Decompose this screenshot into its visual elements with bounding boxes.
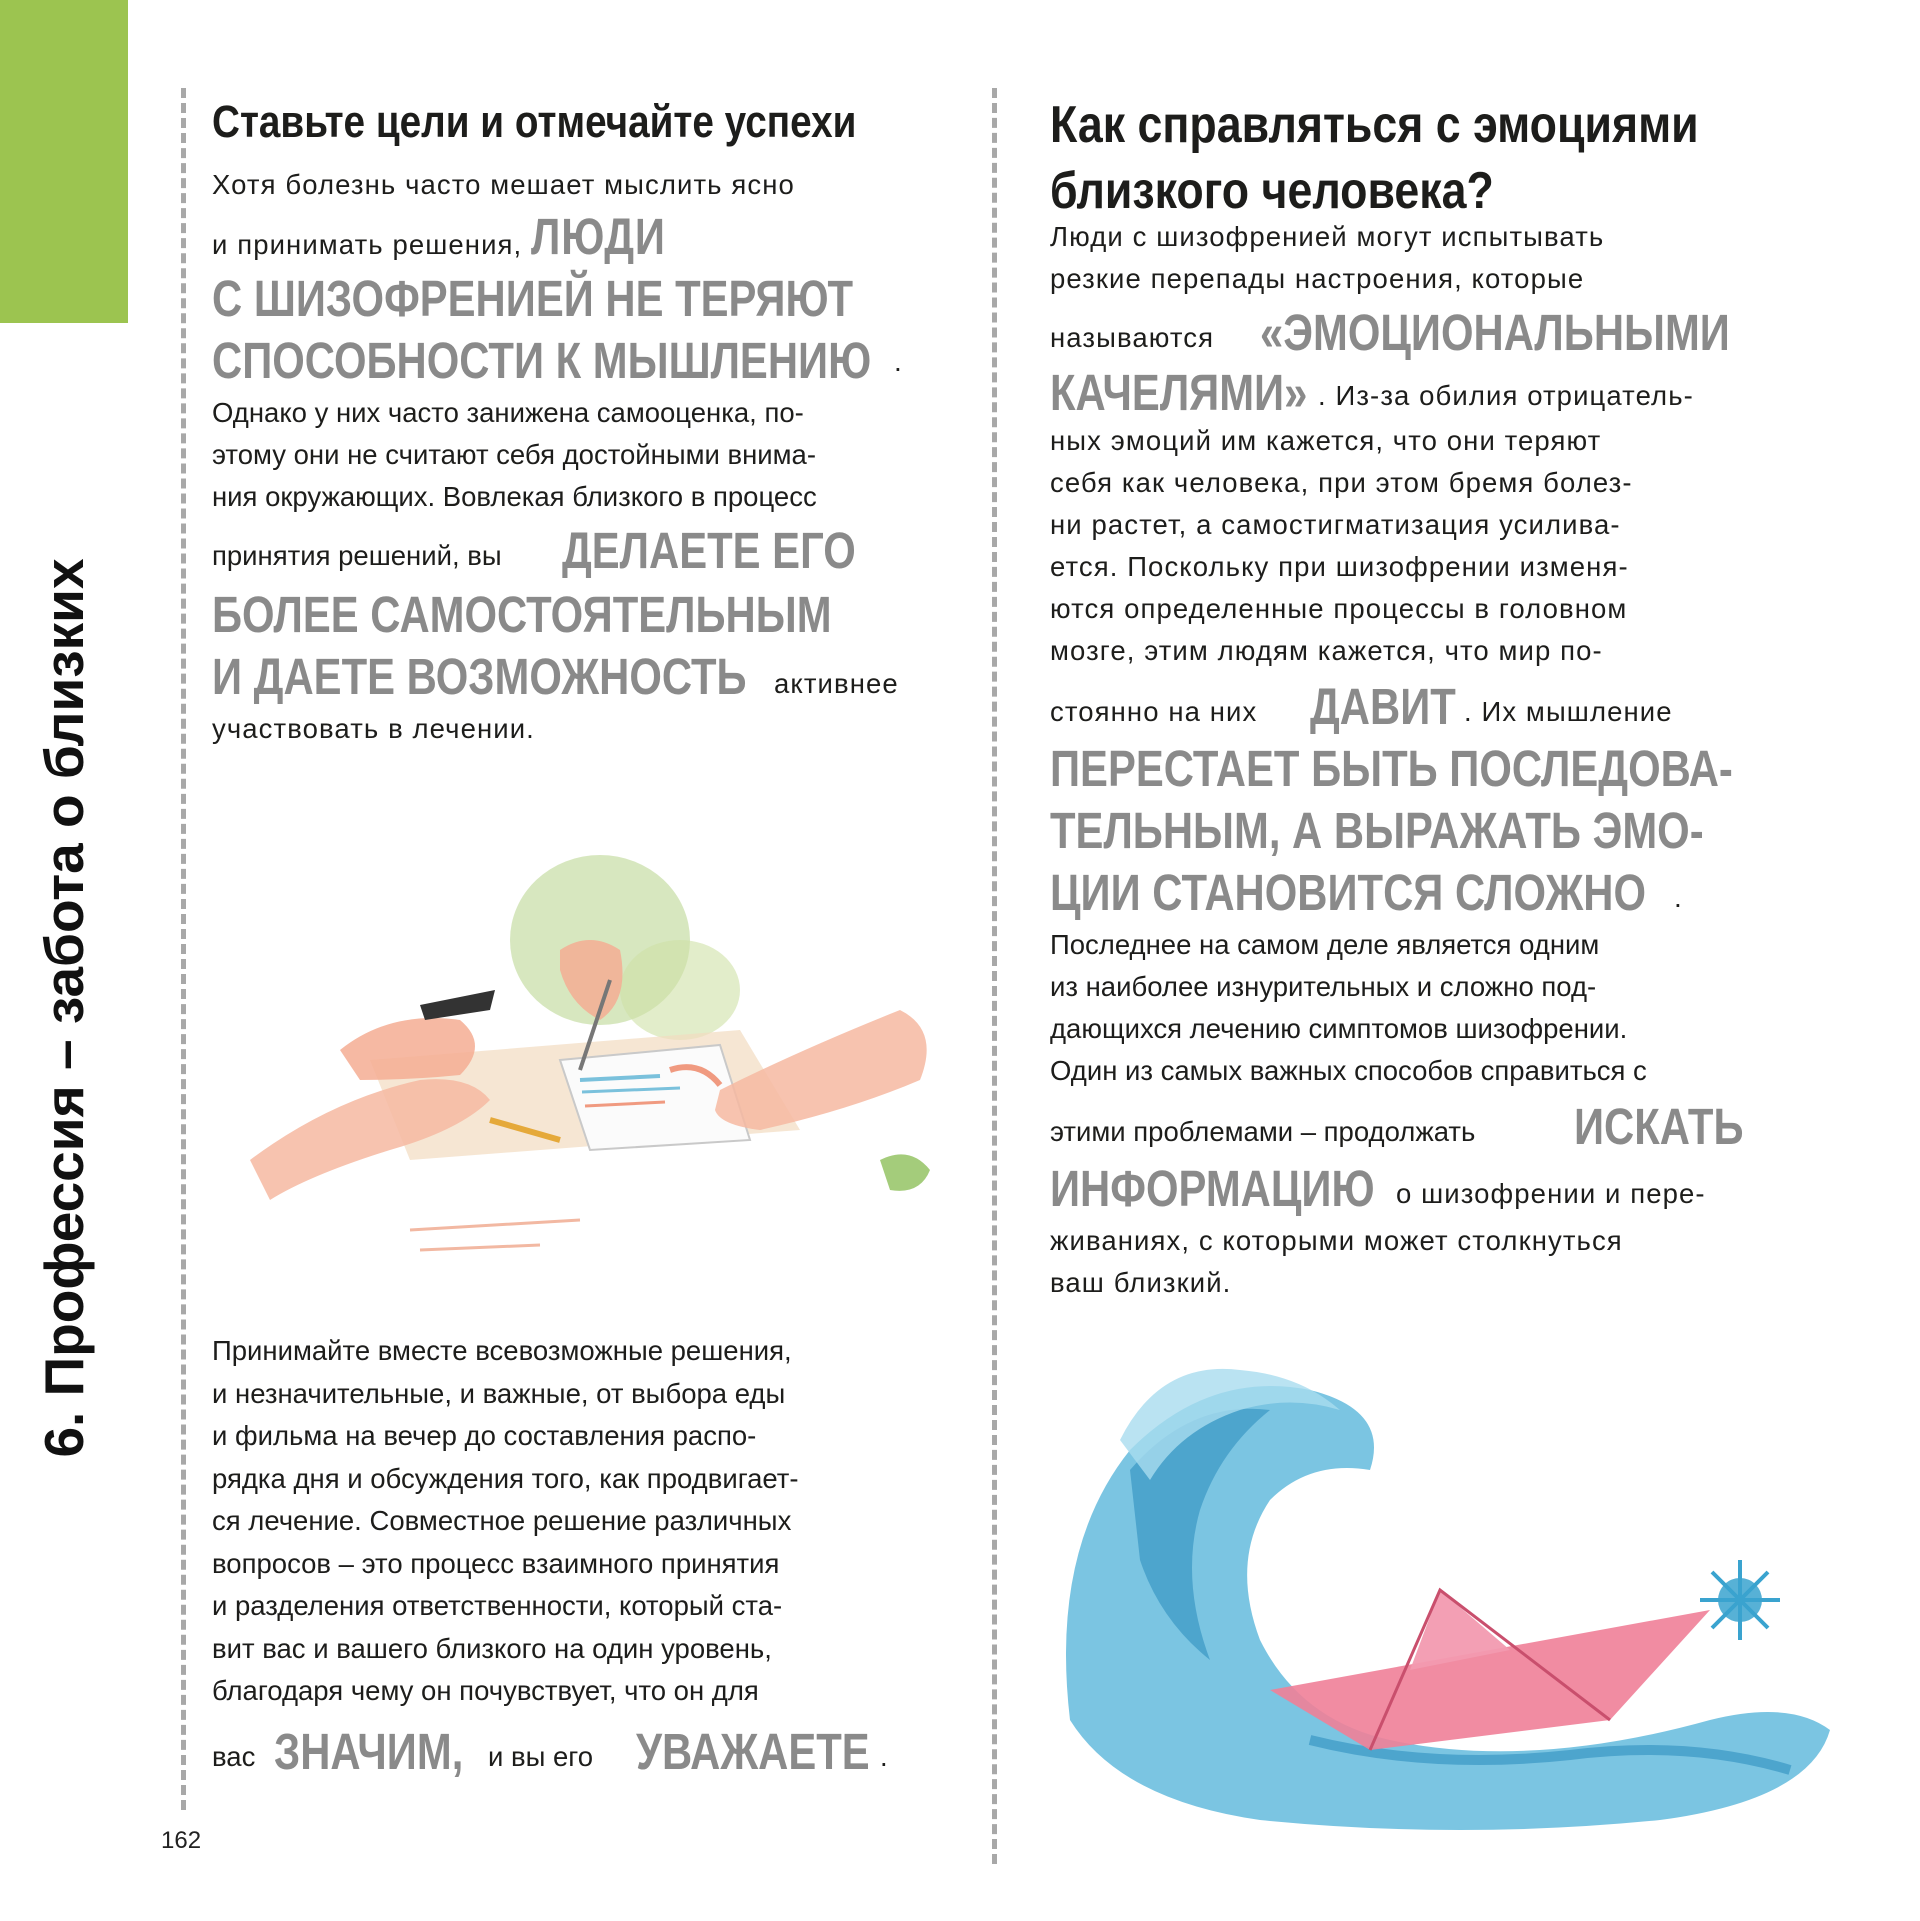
mixed-row [1050, 1158, 1810, 1220]
mixed-row [1050, 862, 1810, 924]
text: участвовать в лечении. [212, 713, 535, 744]
hands-signing-illustration [160, 830, 980, 1300]
leaf-wash [880, 1154, 930, 1190]
text: стоянно на них [1050, 696, 1258, 727]
text: вит вас и вашего близкого на один уровень, [212, 1632, 772, 1664]
text: из наиболее изнурительных и сложно под- [1050, 971, 1597, 1002]
text: Последнее на самом деле является одним [1050, 929, 1600, 960]
mixed-row [1050, 1092, 1810, 1158]
text: ваш близкий. [1050, 1267, 1232, 1298]
text: Однако у них часто занижена самооценка, по- [212, 397, 804, 428]
highlight: ЛЮДИ [531, 208, 666, 265]
page-number: 162 [161, 1827, 202, 1854]
highlight: ЦИИ СТАНОВИТСЯ СЛОЖНО [1050, 864, 1646, 921]
text: и разделения ответственности, который ста- [212, 1590, 783, 1621]
text: ются определенные процессы в головном [1050, 593, 1628, 624]
mixed-row [212, 1713, 957, 1783]
text: активнее [774, 668, 899, 699]
mixed-row [1050, 300, 1810, 362]
text: и незначительные, и важные, от выбора еды [212, 1377, 786, 1409]
text: живаниях, с которыми может столкнуться [1050, 1225, 1623, 1256]
paragraph-lines [1050, 924, 1810, 1092]
highlight: ДАВИТ [1310, 678, 1456, 735]
text: ся лечение. Совместное решение различных [212, 1505, 792, 1536]
paragraph-lines [1050, 1220, 1810, 1304]
text: ется. Поскольку при шизофрении изменя- [1050, 551, 1629, 582]
mixed-row [212, 646, 957, 708]
table-lines [410, 1220, 580, 1250]
text: . [894, 346, 902, 377]
mixed-row [1050, 672, 1810, 738]
splash-rays [1700, 1560, 1780, 1640]
text: вас [212, 1740, 256, 1772]
text: ния окружающих. Вовлекая близкого в процесс [212, 481, 817, 512]
text: называются [1050, 322, 1215, 353]
highlight: ДЕЛАЕТЕ ЕГО [562, 522, 856, 579]
left-heading: Ставьте цели и отмечайте успехи [212, 96, 857, 147]
highlight: ИСКАТЬ [1574, 1098, 1744, 1155]
text: и фильма на вечер до составления распо- [212, 1420, 757, 1451]
text: рядка дня и обсуждения того, как продвигает- [212, 1462, 799, 1494]
wave-boat-illustration [1010, 1300, 1850, 1870]
text: Хотя болезнь часто мешает мыслить ясно [212, 169, 795, 200]
text: ни растет, а самостигматизация усилива- [1050, 509, 1621, 540]
text: и принимать решения, [212, 229, 523, 260]
highlight: ТЕЛЬНЫМ, А ВЫРАЖАТЬ ЭМО- [1050, 802, 1704, 859]
chapter-title-text: 6. Профессия – забота о близких [33, 558, 95, 1458]
text: принятия решений, вы [212, 540, 502, 571]
text: благодаря чему он почувствует, что он для [212, 1675, 759, 1706]
mixed-row [1050, 362, 1810, 420]
paper-boat-hull [1270, 1610, 1710, 1750]
highlight-row [212, 330, 957, 392]
text: этому они не считают себя достойными внима- [212, 439, 817, 470]
right-paragraph [1050, 216, 1810, 300]
text: ных эмоций им кажется, что они теряют [1050, 425, 1602, 456]
highlight: ЗНАЧИМ, [274, 1722, 464, 1780]
left-paragraph-1-cont [212, 392, 957, 518]
tree-wash [620, 940, 740, 1040]
pen-black [420, 990, 495, 1020]
chapter-color-tab [0, 0, 128, 323]
right-heading-line2: близкого человека? [1050, 162, 1494, 220]
text: и вы его [488, 1740, 594, 1772]
hand-left-upper [340, 1018, 475, 1080]
text: этими проблемами – продолжать [1050, 1116, 1476, 1147]
text: мозге, этим людям кажется, что мир по- [1050, 635, 1603, 666]
highlight: ПЕРЕСТАЕТ БЫТЬ ПОСЛЕДОВА- [1050, 740, 1733, 797]
text: резкие перепады настроения, которые [1050, 263, 1585, 294]
highlight: С ШИЗОФРЕНИЕЙ НЕ ТЕРЯЮТ [212, 270, 854, 327]
mixed-row [212, 518, 957, 584]
highlight: БОЛЕЕ САМОСТОЯТЕЛЬНЫМ [212, 586, 832, 643]
left-paragraph-1 [212, 164, 957, 268]
highlight: И ДАЕТЕ ВОЗМОЖНОСТЬ [212, 648, 747, 705]
highlight: «ЭМОЦИОНАЛЬНЫМИ [1260, 304, 1730, 361]
text: Принимайте вместе всевозможные решения, [212, 1335, 792, 1366]
text: Один из самых важных способов справиться с [1050, 1055, 1647, 1086]
paragraph-lines [212, 1330, 957, 1713]
text: . Их мышление [1464, 696, 1673, 727]
text: вопросов – это процесс взаимного принятия [212, 1547, 780, 1579]
text: . [880, 1740, 888, 1772]
highlight: КАЧЕЛЯМИ» [1050, 364, 1308, 421]
text-line [212, 708, 957, 750]
text: дающихся лечению симптомов шизофрении. [1050, 1013, 1628, 1044]
text: о шизофрении и пере- [1396, 1178, 1706, 1209]
text: . [1674, 882, 1682, 913]
highlight: УВАЖАЕТЕ [636, 1722, 870, 1780]
text: себя как человека, при этом бремя болез- [1050, 467, 1633, 498]
center-divider [992, 88, 997, 1864]
highlight: ИНФОРМАЦИЮ [1050, 1160, 1375, 1217]
left-paragraph-2 [212, 1330, 957, 1783]
highlight: СПОСОБНОСТИ К МЫШЛЕНИЮ [212, 332, 872, 389]
right-column [1050, 92, 1810, 1304]
text: . Из-за обилия отрицатель- [1318, 380, 1694, 411]
left-column [212, 92, 957, 750]
text: Люди с шизофренией могут испытывать [1050, 221, 1605, 252]
right-heading-line1: Как справляться с эмоциями [1050, 96, 1699, 154]
paragraph-lines [1050, 420, 1810, 672]
